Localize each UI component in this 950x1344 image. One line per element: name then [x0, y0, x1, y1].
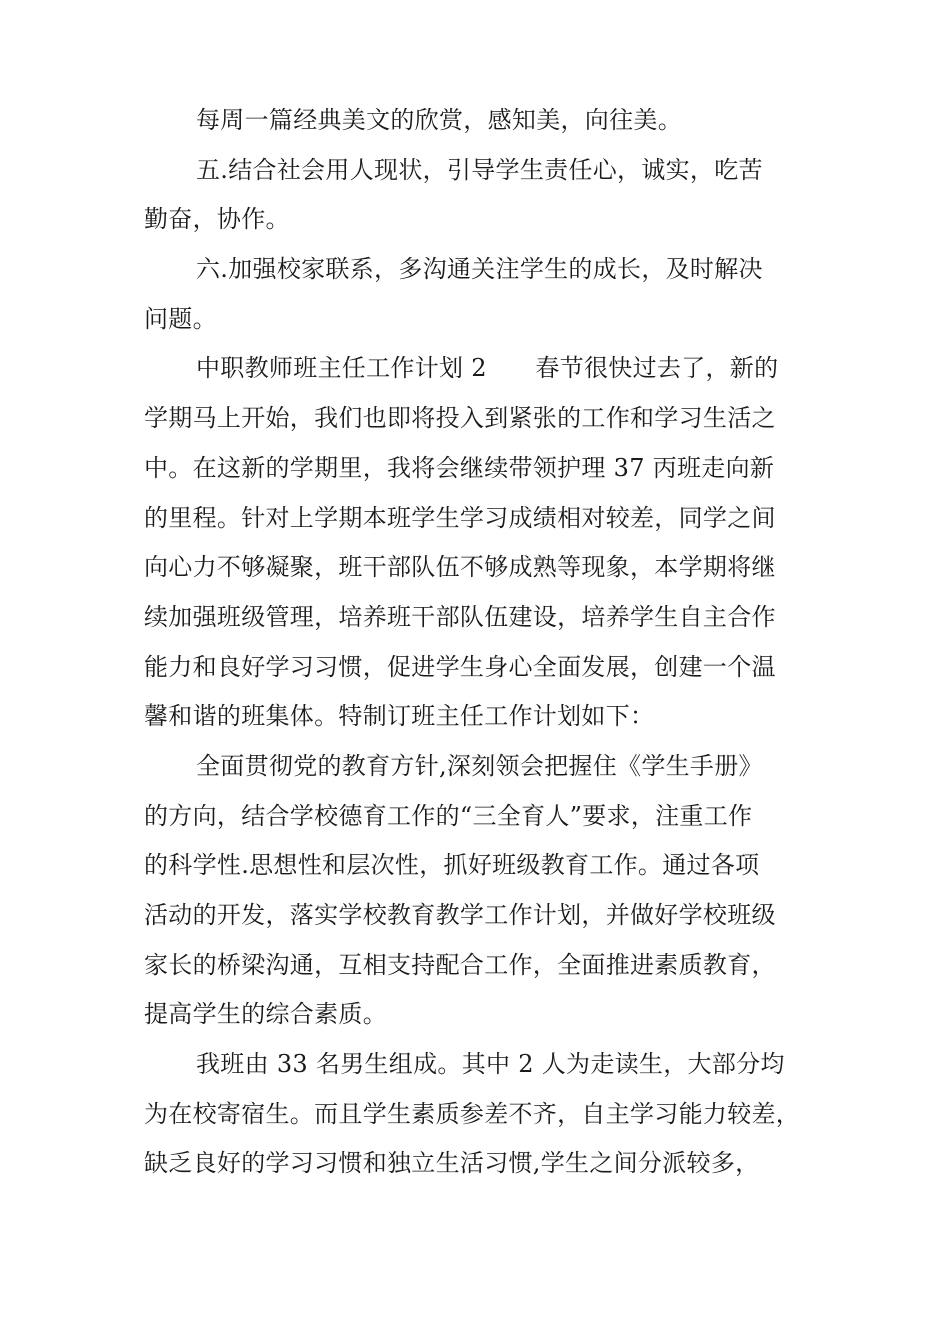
text-line: 续加强班级管理，培养班干部队伍建设，培养学生自主合作	[144, 602, 776, 631]
text-line: 学期马上开始，我们也即将投入到紧张的工作和学习生活之	[144, 404, 776, 433]
text-line: 每周一篇经典美文的欣赏，感知美，向往美。	[196, 106, 682, 134]
text-line: 能力和良好学习习惯，促进学生身心全面发展，创建一个温	[144, 652, 776, 681]
text-line: 家长的桥梁沟通，互相支持配合工作，全面推进素质教育，	[144, 950, 776, 979]
text-line: 中职教师班主任工作计划 2 春节很快过去了，新的	[196, 354, 779, 383]
text-line: 活动的开发，落实学校教育教学工作计划，并做好学校班级	[144, 901, 776, 929]
text-line: 为在校寄宿生。而且学生素质参差不齐，自主学习能力较差，	[144, 1099, 801, 1128]
text-line: 的里程。针对上学期本班学生学习成绩相对较差，同学之间	[144, 503, 776, 532]
text-line: 馨和谐的班集体。特制订班主任工作计划如下：	[144, 702, 655, 731]
text-line: 的方向，结合学校德育工作的“三全育人”要求，注重工作	[144, 801, 753, 830]
text-line: 勤奋，协作。	[144, 205, 290, 234]
text-line: 我班由 33 名男生组成。其中 2 人为走读生，大部分均	[196, 1050, 785, 1079]
text-line: 全面贯彻党的教育方针,深刻领会把握住《学生手册》	[196, 751, 763, 780]
text-line: 问题。	[144, 304, 217, 333]
text-line: 中。在这新的学期里，我将会继续带领护理 37 丙班走向新	[144, 453, 775, 482]
text-line: 五.结合社会用人现状，引导学生责任心，诚实，吃苦	[196, 155, 763, 184]
text-line: 向心力不够凝聚，班干部队伍不够成熟等现象，本学期将继	[144, 553, 776, 582]
text-line: 六.加强校家联系，多沟通关注学生的成长，及时解决	[196, 255, 763, 284]
document-body	[144, 96, 806, 1189]
text-line: 缺乏良好的学习习惯和独立生活习惯,学生之间分派较多，	[144, 1149, 760, 1178]
text-line: 的科学性.思想性和层次性，抓好班级教育工作。通过各项	[144, 851, 760, 880]
text-line: 提高学生的综合素质。	[144, 1000, 387, 1029]
